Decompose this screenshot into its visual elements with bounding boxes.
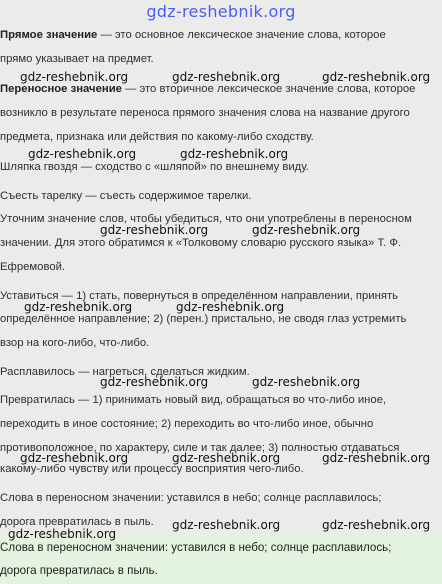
figurative-meaning-term: Переносное значение [0,83,122,95]
figurative-meaning-text: — это вторичное лексическое значение слова, которое [121,83,416,95]
intro-line-3: Ефремовой. [0,261,66,273]
prevratitsya-line-4: какому-либо чувству или процессу восприятия чего-либо. [0,463,304,475]
watermark: gdz-reshebnik.org [322,451,431,465]
example-plate: Съесть тарелку — съесть содержимое тарелки. [0,190,252,202]
watermark: gdz-reshebnik.org [8,527,117,541]
watermark: gdz-reshebnik.org [172,70,281,84]
watermark: gdz-reshebnik.org [24,300,133,314]
intro-line-2: значении. Для этого обратимся к «Толковому словарю русского языка» Т. Ф. [0,237,402,249]
answer-line-1: Слова в переносном значении: уставился в небо; солнце расплавилось; [0,541,392,554]
prevratitsya-line-2: переходить в иное состояние; 2) переходить во что-либо иное, обычно [0,418,374,430]
watermark: gdz-reshebnik.org [28,147,137,161]
watermark: gdz-reshebnik.org [322,518,431,532]
prevratitsya-line-3: противоположное, по характеру, силе и так далее; 3) полностью отдаваться [0,442,400,454]
direct-meaning-term: Прямое значение [0,29,98,41]
watermark: gdz-reshebnik.org [20,70,129,84]
figurative-meaning-line-2: возникло в результате переноса прямого значения слова на название другого [0,107,410,119]
watermark: gdz-reshebnik.org [322,70,431,84]
intro-line-1: Уточним значение слов, чтобы убедиться, что они употреблены в переносном [0,213,412,225]
watermark: gdz-reshebnik.org [252,375,361,389]
watermark: gdz-reshebnik.org [100,375,209,389]
direct-meaning-line-2: прямо указывает на предмет. [0,53,154,65]
direct-meaning-line-1 [0,28,386,42]
direct-meaning-text: — это основное лексическое значение слова, которое [97,29,386,41]
figurative-meaning-line-3: предмета, признака или действия по какому-либо сходству. [0,131,314,143]
watermark: gdz-reshebnik.org [180,147,289,161]
watermark: gdz-reshebnik.org [252,223,361,237]
prevratitsya-line-1: Превратилась — 1) принимать новый вид, обращаться во что-либо иное, [0,394,387,406]
watermark: gdz-reshebnik.org [20,451,129,465]
watermark: gdz-reshebnik.org [100,223,209,237]
answer-line-2: дорога превратилась в пыль. [0,564,158,577]
figurative-meaning-line-1 [0,82,415,96]
conclusion-line-2: дорога превратилась в пыль. [0,516,154,528]
example-hat: Шляпка гвоздя — сходство с «шляпой» по внешнему виду. [0,161,309,173]
watermark: gdz-reshebnik.org [172,451,281,465]
ustavitsya-line-3: взор на кого-либо, что-либо. [0,337,150,349]
rasplavitsya-line-1: Расплавилось — нагреться, сделаться жидким. [0,366,250,378]
site-title: gdz-reshebnik.org [146,2,296,21]
ustavitsya-line-2: определённое направление; 2) (перен.) пристально, не сводя глаз устремить [0,313,407,325]
conclusion-line-1: Слова в переносном значении: уставился в небо; солнце расплавилось; [0,492,382,504]
watermark: gdz-reshebnik.org [172,518,281,532]
watermark: gdz-reshebnik.org [176,300,285,314]
answer-box [0,534,442,584]
ustavitsya-line-1: Уставиться — 1) стать, повернуться в определённом направлении, принять [0,290,399,302]
